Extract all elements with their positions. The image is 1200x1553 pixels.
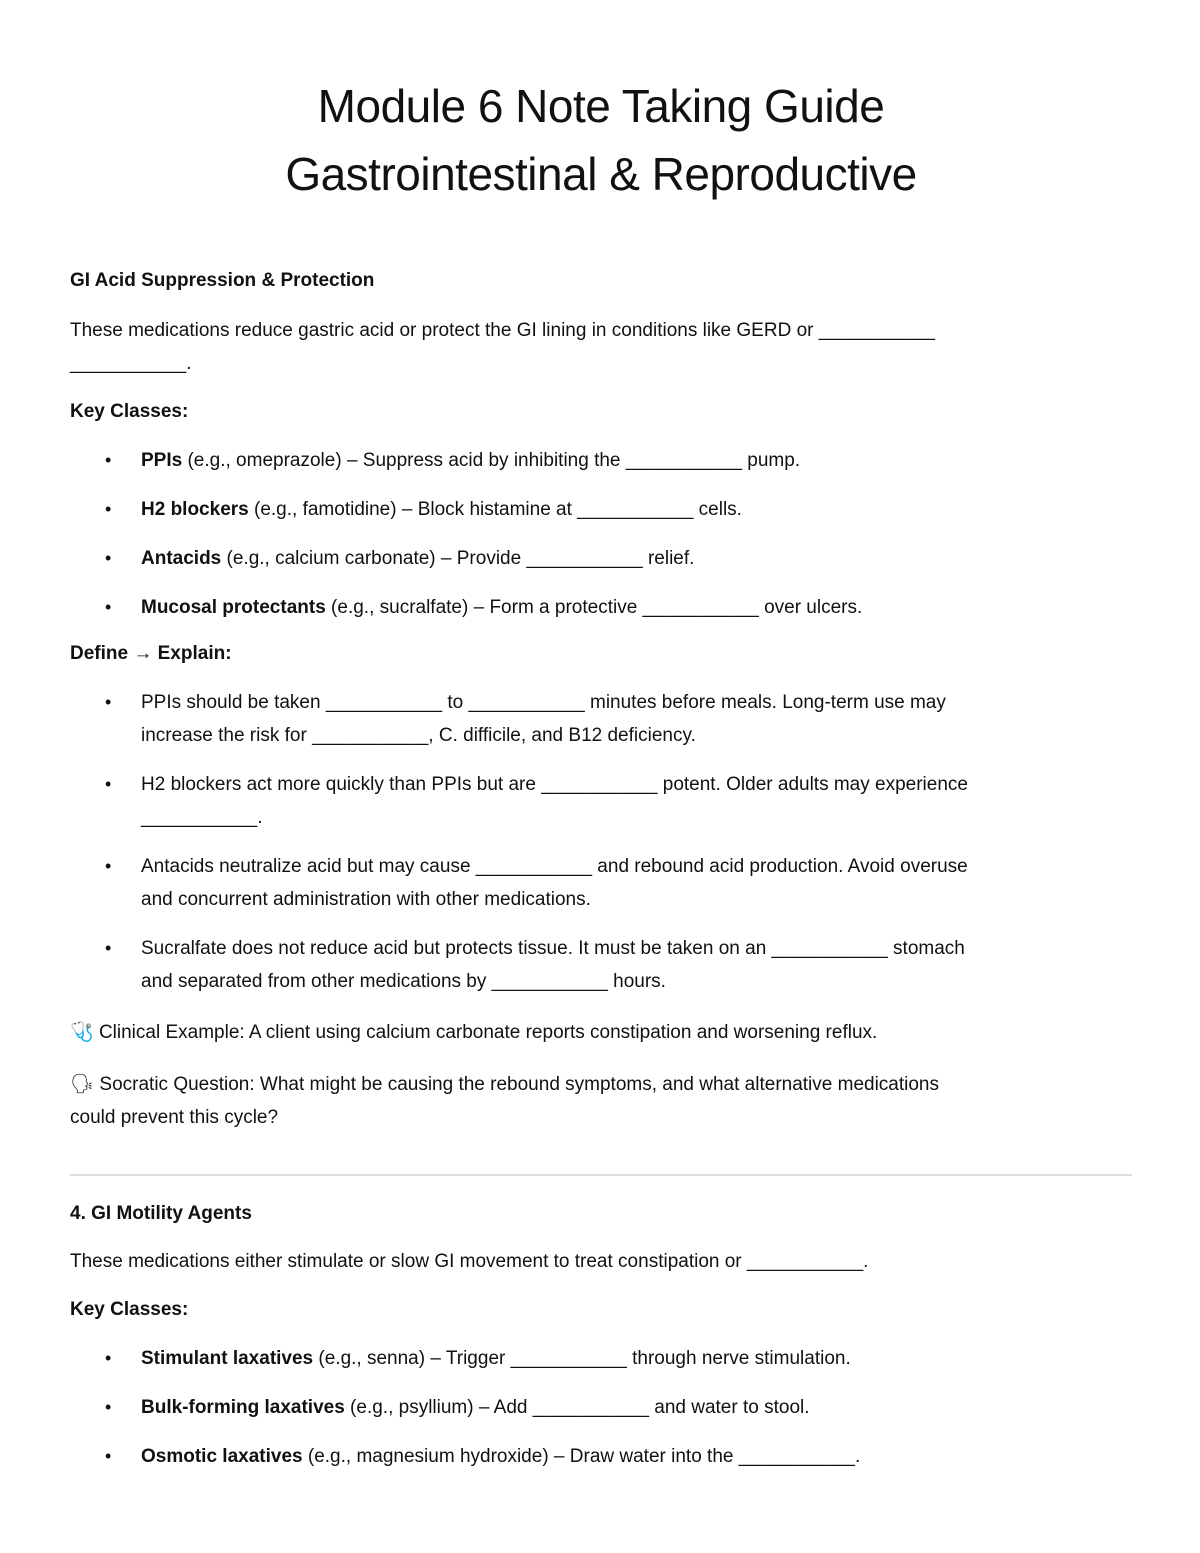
class-name: H2 blockers [141, 499, 249, 520]
list-item [141, 850, 1132, 916]
intro-line-1: These medications reduce gastric acid or protect the GI lining in conditions like GERD or ___________ [70, 320, 935, 341]
socratic-line-2: could prevent this cycle? [70, 1107, 279, 1128]
section-heading: 4. GI Motility Agents [70, 1203, 252, 1224]
item-line-2: and separated from other medications by ___________ hours. [141, 971, 666, 992]
item-line-2: ___________. [141, 807, 263, 828]
class-description: (e.g., sucralfate) – Form a protective ___________ over ulcers. [325, 597, 863, 618]
class-name: Osmotic laxatives [141, 1446, 303, 1467]
title-line-1: Module 6 Note Taking Guide [317, 80, 885, 132]
key-classes-label: Key Classes: [70, 401, 189, 422]
key-classes-label: Key Classes: [70, 1299, 189, 1320]
class-description: (e.g., psyllium) – Add ___________ and water to stool. [344, 1397, 810, 1418]
socratic-line-1: Socratic Question: What might be causing the rebound symptoms, and what alternative medications [94, 1074, 940, 1095]
list-item [141, 1391, 1132, 1424]
section-intro: These medications either stimulate or slow GI movement to treat constipation or ___________. [70, 1251, 869, 1272]
list-item [141, 768, 1132, 834]
class-name: Mucosal protectants [141, 597, 326, 618]
list-item [141, 1342, 1132, 1375]
item-line-1: Antacids neutralize acid but may cause ___________ and rebound acid production. Avoid overuse [141, 856, 968, 877]
class-description: (e.g., calcium carbonate) – Provide ___________ relief. [221, 548, 695, 569]
class-description: (e.g., senna) – Trigger ___________ through nerve stimulation. [313, 1348, 851, 1369]
intro-line-2: ___________. [70, 353, 192, 374]
list-item [141, 591, 1132, 624]
item-line-2: increase the risk for ___________, C. difficile, and B12 deficiency. [141, 725, 696, 746]
list-item [141, 444, 1132, 477]
class-name: Stimulant laxatives [141, 1348, 314, 1369]
class-description: (e.g., magnesium hydroxide) – Draw water into the ___________. [302, 1446, 861, 1467]
document-page [70, 0, 1132, 1473]
define-explain-list [70, 686, 1132, 998]
section-acid-suppression [70, 265, 1132, 1134]
key-classes-list [70, 1342, 1132, 1473]
list-item [141, 1440, 1132, 1473]
item-line-2: and concurrent administration with other medications. [141, 889, 591, 910]
class-name: Bulk-forming laxatives [141, 1397, 345, 1418]
section-divider [70, 1174, 1132, 1176]
class-description: (e.g., famotidine) – Block histamine at ___________ cells. [248, 499, 742, 520]
list-item [141, 493, 1132, 526]
class-description: (e.g., omeprazole) – Suppress acid by inhibiting the ___________ pump. [182, 450, 801, 471]
item-line-1: Sucralfate does not reduce acid but protects tissue. It must be taken on an ___________ stomach [141, 938, 965, 959]
speaking-head-icon: 🗣 [70, 1074, 95, 1095]
page-title [70, 0, 1132, 208]
stethoscope-icon: 🩺 [70, 1022, 94, 1043]
section-heading: GI Acid Suppression & Protection [70, 270, 375, 291]
section-gi-motility [70, 1198, 1132, 1473]
item-line-1: H2 blockers act more quickly than PPIs but are ___________ potent. Older adults may experience [141, 774, 968, 795]
item-line-1: PPIs should be taken ___________ to ___________ minutes before meals. Long-term use may [141, 692, 946, 713]
clinical-example-text: Clinical Example: A client using calcium carbonate reports constipation and worsening reflux. [93, 1022, 878, 1043]
list-item [141, 542, 1132, 575]
class-name: Antacids [141, 548, 222, 569]
list-item [141, 686, 1132, 752]
title-line-2: Gastrointestinal & Reproductive [285, 148, 917, 200]
class-name: PPIs [141, 450, 183, 471]
define-explain-label: Define → Explain: [70, 643, 232, 664]
socratic-question [70, 1068, 1132, 1134]
list-item [141, 932, 1132, 998]
clinical-example [70, 1016, 1132, 1049]
section-intro [70, 314, 1132, 380]
key-classes-list [70, 444, 1132, 624]
